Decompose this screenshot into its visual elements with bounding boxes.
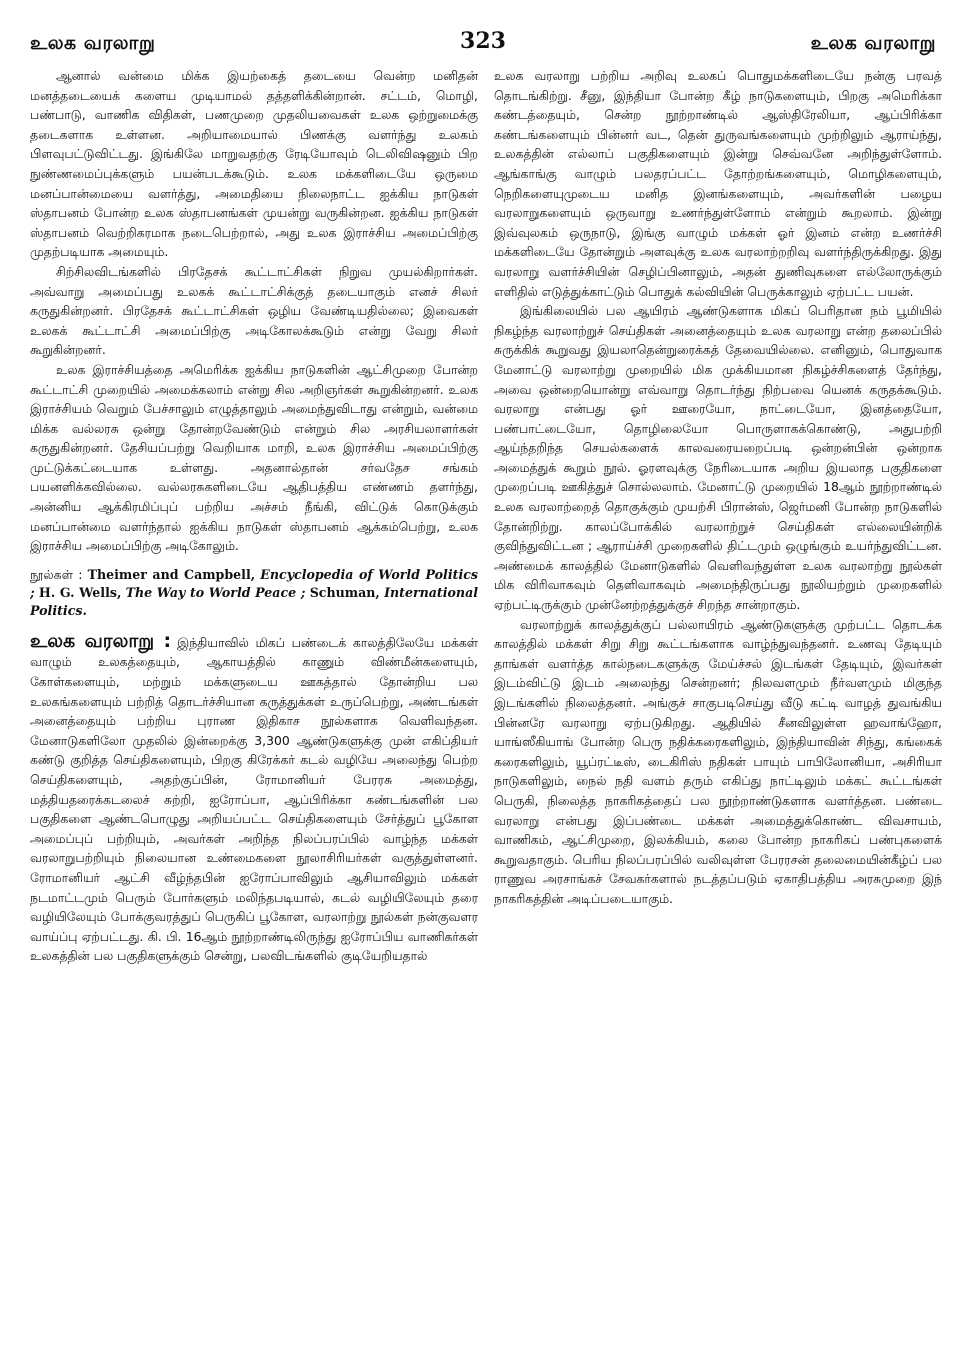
bibliography-label: நூல்கள் : (30, 566, 83, 582)
bibliography (30, 566, 478, 620)
entry-text: இந்தியாவில் மிகப் பண்டைக் காலத்திலேயே மக்கள் வாழும் உலகத்தையும், ஆகாயத்தில் காணும் விண்மீன்களையும், கோள்களையும், மற்றும் மக்களுடைய ஊகத்தால் தோன்றிய பல உலகங்களையும் பற்றித் தொடர்ச்சியான கருத்துக்கள் உருப்பெற்று, அண்டங்கள் அனைத்தையும் பற்றிய புராண இதிகாச நூல்களாக வெளிவந்தன. மேனாடுகளிலோ முதலில் இன்றைக்கு 3,300 ஆண்டுகளுக்கு முன் எகிப்தியர் கண்டு குறித்த செய்திகளையும், பிறகு கிரேக்கர் கடல் வழியே அலைந்து பெற்ற செய்திகளையும், அதற்குப்பின், ரோமானியர் பேரரசு அமைத்து, மத்தியதரைக்கடலைச் சுற்றி, ஐரோப்பா, ஆப்பிரிக்கா கண்டங்களின் பல பகுதிகளை ஆண்டபொழுது அறியப்பட்ட செய்திகளையும் சேர்த்துப் பூகோள அமைப்புப் பற்றியும், அவர்கள் அறிந்த நிலப்பரப்பில் வாழ்ந்த மக்கள் வரலாறுபற்றியும் நிலையான உண்மைகளை நூலாசிரியர்கள் வகுத்துள்ளனர். ரோமானியர் ஆட்சி வீழ்ந்தபின் ஐரோப்பாவிலும் ஆசியாவிலும் மக்கள் நடமாட்டமும் பெரும் போர்களும் மலிந்தபடியால், கடல் வழியிலேயும் தரை வழியிலேயும் போக்குவரத்துப் பெருகிப் பூகோள, வரலாற்று நூல்கள் நன்குவளர வாய்ப்பு ஏற்பட்டது. கி. பி. 16ஆம் நூற்றாண்டிலிருந்து ஐரோப்பிய வாணிகர்கள் உலகத்தின் பல பகுதிகளுக்கும் சென்று, பலவிடங்களில் குடியேறியதால் (30, 634, 478, 964)
entry-paragraph (30, 629, 478, 966)
bibliography-author: H. G. Wells, (38, 584, 122, 600)
bibliography-author: Schuman, (309, 584, 380, 600)
right-column (494, 66, 942, 1346)
left-column (30, 66, 478, 1346)
bibliography-author: Theimer and Campbell, (87, 566, 256, 582)
paragraph: உலக இராச்சியத்தை அமெரிக்க ஐக்கிய நாடுகளின் ஆட்சிமுறை போன்ற கூட்டாட்சி முறையில் அமைக்கலாம் என்று சில அறிஞர்கள் கூறுகின்றனர். உலக இராச்சியம் வெறும் பேச்சாலும் எழுத்தாலும் அமைந்துவிடாது என்றும், வன்மை மிக்க வல்லரசு ஒன்று தோன்றவேண்டும் என்றும் சில அரசியலாளர்கள் கருதுகின்றனர். தேசியப்பற்று வெறியாக மாறி, உலக இராச்சிய அமைப்பிற்கு முட்டுக்கட்டையாக உள்ளது. அதனால்தான் சர்வதேச சங்கம் பயனளிக்கவில்லை. வல்லரசுகளிடையே ஆதிபத்திய எண்ணம் தளர்ந்து, அன்னிய ஆக்கிரமிப்புப் பற்றிய அச்சம் நீங்கி, விட்டுக் கொடுக்கும் மனப்பான்மை வளர்ந்தால் ஐக்கிய நாடுகள் ஸ்தாபனம் ஆக்கம்பெற்று, உலக இராச்சிய அமைப்பிற்கு அடிகோலும். (30, 361, 478, 554)
paragraph: சிற்சிலவிடங்களில் பிரதேசக் கூட்டாட்சிகள் நிறுவ முயல்கிறார்கள். அவ்வாறு அமைப்பது உலகக் கூட்டாட்சிக்குத் தடையாகும் எனச் சிலர் கருதுகின்றனர். பிரதேசக் கூட்டாட்சிகள் ஒழிய வேண்டியதில்லை; இவைகள் உலகக் கூட்டாட்சி அமைப்பிற்கு அடிகோலக்கூடும் என்று வேறு சிலர் கூறுகின்றனர். (30, 263, 478, 358)
running-title-left: உலக வரலாறு (30, 32, 156, 54)
bibliography-title: International Politics. (30, 584, 478, 618)
paragraph: ஆனால் வன்மை மிக்க இயற்கைத் தடையை வென்ற மனிதன் மனத்தடையைக் களைய முடியாமல் தத்தளிக்கின்றான். சட்டம், மொழி, பண்பாடு, வாணிக விதிகள், பணமுறை முதலியவைகள் உலக ஒற்றுமைக்கு தடைகளாக உள்ளன. அறியாமையால் பிணக்கு வளர்ந்து உலகம் பிளவுபட்டுவிட்டது. இங்கிலே மாறுவதற்கு ரேடியோவும் டெலிவிஷனும் பிற நுண்ணமைப்புக்களும் பயன்படக்கூடும். உலக மக்களிடையே ஒருமை மனப்பான்மையை வளர்த்து, அமைதியை நிலைநாட்ட ஐக்கிய நாடுகள் ஸ்தாபனம் போன்ற உலக ஸ்தாபனங்கள் முயன்று வருகின்றன. ஐக்கிய நாடுகள் ஸ்தாபனம் வெற்றிகரமாக நடைபெற்றால், அது உலக இராச்சிய அமைப்பிற்கு முதற்படியாக அமையும். (30, 68, 478, 260)
running-title-right: உலக வரலாறு (810, 32, 936, 54)
paragraph: இங்கிலையில் பல ஆயிரம் ஆண்டுகளாக மிகப் பெரிதான நம் பூமியில் நிகழ்ந்த வரலாற்றுச் செய்திகள் அனைத்தையும் உலக வரலாறு என்ற தலைப்பில் சுருக்கிக் கூறுவது இயலாதென்றுரைக்கத் தேவையில்லை. எனினும், பொதுவாக மேனாட்டு வரலாற்று முறையில் மிக முக்கியமான நிகழ்ச்சிகளைத் தேர்ந்து, அவை ஒன்றையொன்று எவ்வாறு தொடர்ந்து நிற்பவை யெனக் கருதக்கூடும். வரலாறு என்பது ஓர் ஊரையோ, நாட்டையோ, இனத்தையோ, பண்பாட்டையோ, தொழிலையோ பொருளாகக்கொண்டு, அதுபற்றி ஆய்ந்தறிந்த செயல்களைக் காலவரையறைப்படி ஒன்றன்பின் ஒன்றாக அமைத்துக் கூறும் நூல். ஓரளவுக்கு நேரிடையாக அறிய இயலாத பகுதிகளை முறைப்படி ஊகித்துச் சொல்லலாம். மேனாட்டு முறையில் 18ஆம் நூற்றாண்டில் உலக வரலாற்றைத் தொகுக்கும் முயற்சி பிரான்ஸ், ஜெர்மனி போன்ற நாடுகளில் தோன்றிற்று. காலப்போக்கில் வரலாற்றுச் செய்திகள் எல்லையின்றிக் குவிந்துவிட்டன ; ஆராய்ச்சி முறைகளில் திட்டமும் ஒழுங்கும் உயர்ந்துவிட்டன. அண்மைக் காலத்தில் மேனாடுகளில் வெளிவந்துள்ள உலக வரலாற்று நூல்கள் மிக விரிவாகவும் தெளிவாகவும் அமைந்திருப்பது நூலியற்றும் முறைகளில் ஏற்பட்டிருக்கும் முன்னேற்றத்துக்குச் சிறந்த சான்றாகும். (494, 303, 942, 613)
paragraph: வரலாற்றுக் காலத்துக்குப் பல்லாயிரம் ஆண்டுகளுக்கு முற்பட்ட தொடக்க காலத்தில் மக்கள் சிறு சிறு கூட்டங்களாக வாழ்ந்துவந்தனர். உணவு தேடியும் தாங்கள் வளர்த்த கால்நடைகளுக்கு மேய்ச்சல் இடங்கள் தேடியும், இவர்கள் இடம்விட்டு இடம் அலைந்து சென்றனர்; நிலவளமும் நீர்வளமும் மிகுந்த இடங்களில் நிலைத்தனர். அங்குச் சாகுபடிசெய்து வீடு கட்டி வாழத் துவங்கிய பின்னரே வரலாறு ஏற்படுகிறது. ஆதியில் சீனவிலுள்ள ஹவாங்ஹோ, யாங்ஸீகியாங் போன்ற பெரு நதிக்கரைகளிலும், இந்தியாவின் சிந்து, கங்கைக் கரைகளிலும், யூப்ரட்டீஸ், டைகிரிஸ் நதிகள் பாயும் பாபிலோனியா, அசிரியா நாடுகளிலும், நைல் நதி வளம் தரும் எகிப்து நாட்டிலும் மக்கட் கூட்டங்கள் பெருகி, நிலைத்த நாகரிகத்தைப் பல நூற்றாண்டுகளாக வளர்த்தன. பண்டை வரலாறு என்பது இப்பண்டை மக்கள் அமைத்துக்கொண்ட விவசாயம், வாணிகம், ஆட்சிமுறை, இலக்கியம், கலை போன்ற நாகரிகப் பண்புகளைக் கூறுவதாகும். பெரிய நிலப்பரப்பில் வலிவுள்ள பேரரசன் தலைமையின்கீழ்ப் பல ராணுவ அரசாங்கச் சேவகர்களால் நடத்தப்படும் ஏகாதிபத்திய அரசுமுறை இந் நாகரிகத்தின் அடிப்படையாகும். (494, 616, 942, 906)
entry-heading: உலக வரலாறு : (30, 629, 172, 652)
running-header (30, 28, 936, 58)
bibliography-title: The Way to World Peace ; (125, 584, 306, 600)
bibliography-title: Encyclopedia of World Politics ; (30, 566, 478, 600)
paragraph: உலக வரலாறு பற்றிய அறிவு உலகப் பொதுமக்களிடையே நன்கு பரவத் தொடங்கிற்று. சீனு, இந்தியா போன்ற கீழ் நாடுகளையும், பிறகு அமெரிக்கா கண்டத்தையும், சென்ற நூற்றாண்டில் ஆஸ்திரேலியா, ஆப்பிரிக்கா கண்டங்களையும் பின்னர் வட, தென் துருவங்களையும் முற்றிலும் ஆராய்ந்து, உலகத்தின் எல்லாப் பகுதிகளையும் இன்று செவ்வனே அறிந்துள்ளோம். ஆங்காங்கு வாழும் பலதரப்பட்ட தோற்றங்களையும், மொழிகளையும், நெறிகளையுமுடைய மனித இனங்களையும், அவர்களின் பழைய வரலாறுகளையும் ஒருவாறு உணர்ந்துள்ளோம் என்றும் கூறலாம். இன்று இவ்வுலகம் ஒருநாடு, இங்கு வாழும் மக்கள் ஓர் இனம் என்ற உணர்ச்சி மக்களிடையே தோன்றும் அளவுக்கு உலக வரலாற்றறிவு வளர்ந்திருக்கிறது. இது வரலாறு வளர்ச்சியின் செழிப்பினாலும், அதன் துணிவுகளை எல்லோருக்கும் எளிதில் எடுத்துக்காட்டும் பொதுக் கல்வியின் பெருக்காலும் ஏற்பட்ட பயன். (494, 68, 942, 299)
page-number: 323 (460, 28, 506, 54)
